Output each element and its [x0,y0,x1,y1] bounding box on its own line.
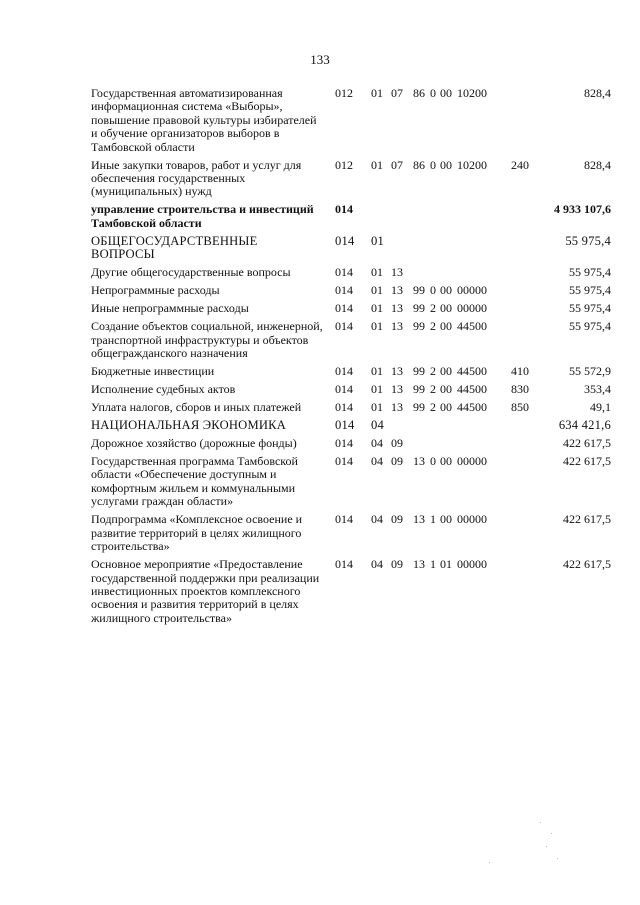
target-code-subprogram: 0 [430,86,436,100]
amount: 828,4 [584,157,611,172]
target-code-program: 99 [413,382,425,397]
expense-type-code: 240 [511,157,529,172]
row-name: Бюджетные инвестиции [91,364,215,379]
target-code-direction: 00000 [457,301,487,316]
ved-code: 014 [335,512,353,527]
table-row [91,87,611,154]
target-code-event: 00 [440,454,452,469]
subsection-code: 07 [391,86,403,100]
row-name: Другие общегосударственные вопросы [91,265,291,280]
subsection-code: 09 [391,557,403,572]
expense-type-code: 850 [511,400,529,415]
section-code: 04 [371,454,383,469]
target-code-direction: 10200 [457,157,487,172]
amount: 4 933 107,6 [554,202,611,217]
target-code-program: 99 [413,400,425,415]
table-row [91,266,611,279]
ved-code: 014 [335,233,355,248]
amount: 422 617,5 [563,557,611,572]
target-code-program: 13 [413,557,425,572]
row-name: Непрограммные расходы [91,283,220,298]
scan-speck [546,846,547,847]
section-code: 01 [371,86,383,100]
section-code: 01 [371,364,383,379]
ved-code: 014 [335,265,353,280]
table-row [91,302,611,315]
table-row [91,513,611,553]
row-name: Государственная автоматизированная информационная система «Выборы», повышение правовой культуры избирателей и обучение организаторов выборов в Тамбовской области [91,86,317,154]
target-code-direction: 00000 [457,512,487,527]
target-code-event: 00 [440,400,452,415]
target-code-direction: 00000 [457,454,487,469]
section-code: 01 [371,233,384,248]
subsection-code: 07 [391,157,403,172]
scan-speck [540,822,541,823]
target-code-direction: 44500 [457,364,487,379]
target-code-event: 00 [440,319,452,334]
target-code-event: 00 [440,382,452,397]
amount: 55 975,4 [569,265,611,280]
table-row [91,401,611,414]
subsection-code: 09 [391,454,403,469]
target-code-event: 00 [440,364,452,379]
amount: 55 975,4 [569,301,611,316]
amount: 55 572,9 [569,364,611,379]
ved-code: 014 [335,301,353,316]
subsection-code: 09 [391,436,403,451]
target-code-program: 86 [413,86,425,100]
row-name: Государственная программа Тамбовской области «Обеспечение доступным и комфортным жильем и коммунальными услугами граждан области» [91,454,298,509]
section-code: 04 [371,557,383,572]
subsection-code: 09 [391,512,403,527]
table-row [91,558,611,625]
target-code-direction: 44500 [457,400,487,415]
target-code-program: 13 [413,454,425,469]
ved-code: 014 [335,283,353,298]
target-code-program: 13 [413,512,425,527]
ved-code: 014 [335,382,353,397]
row-name: Исполнение судебных актов [91,382,236,397]
row-name: Иные непрограммные расходы [91,301,249,316]
target-code-subprogram: 0 [430,157,436,172]
table-row [91,419,611,432]
subsection-code: 13 [391,265,403,280]
ved-code: 014 [335,436,353,451]
ved-code: 014 [335,454,353,469]
ved-code: 014 [335,319,353,334]
amount: 828,4 [584,86,611,100]
target-code-subprogram: 0 [430,283,436,298]
section-code: 01 [371,301,383,316]
amount: 55 975,4 [569,283,611,298]
scan-speck [551,833,552,834]
section-code: 01 [371,157,383,172]
target-code-program: 86 [413,157,425,172]
row-name: Создание объектов социальной, инженерной, транспортной инфраструктуры и объектов общегражданского назначения [91,319,323,361]
target-code-program: 99 [413,364,425,379]
target-code-subprogram: 1 [430,512,436,527]
ved-code: 014 [335,364,353,379]
subsection-code: 13 [391,283,403,298]
row-name: управление строительства и инвестиций Тамбовской области [91,202,314,230]
section-code: 01 [371,319,383,334]
scan-speck [489,862,490,863]
target-code-event: 00 [440,157,452,172]
table-row [91,203,611,230]
section-code: 01 [371,400,383,415]
ved-code: 014 [335,557,353,572]
target-code-direction: 00000 [457,283,487,298]
amount: 49,1 [590,400,611,415]
target-code-subprogram: 2 [430,319,436,334]
ved-code: 012 [335,157,353,172]
ved-code: 014 [335,418,355,433]
ved-code: 014 [335,202,353,217]
target-code-subprogram: 2 [430,382,436,397]
row-name: Подпрограмма «Комплексное освоение и развитие территорий в целях жилищного строительства» [91,512,303,554]
expense-type-code: 410 [511,364,529,379]
target-code-subprogram: 2 [430,301,436,316]
target-code-subprogram: 2 [430,364,436,379]
table-row [91,365,611,378]
target-code-event: 01 [440,557,452,572]
target-code-subprogram: 0 [430,454,436,469]
amount: 353,4 [584,382,611,397]
row-name: НАЦИОНАЛЬНАЯ ЭКОНОМИКА [91,418,287,433]
amount: 422 617,5 [563,436,611,451]
target-code-direction: 44500 [457,319,487,334]
subsection-code: 13 [391,364,403,379]
ved-code: 012 [335,86,353,100]
section-code: 01 [371,265,383,280]
amount: 422 617,5 [563,512,611,527]
row-name: Основное мероприятие «Предоставление государственной поддержки при реализации инвестиционных проектов комплексного освоения и развития территорий в целях жилищного строительства» [91,557,320,625]
section-code: 04 [371,436,383,451]
target-code-program: 99 [413,283,425,298]
section-code: 01 [371,382,383,397]
amount: 422 617,5 [563,454,611,469]
table-row [91,320,611,360]
row-name: Уплата налогов, сборов и иных платежей [91,400,302,415]
target-code-event: 00 [440,301,452,316]
expense-type-code: 830 [511,382,529,397]
target-code-subprogram: 2 [430,400,436,415]
amount: 55 975,4 [565,233,611,248]
amount: 55 975,4 [569,319,611,334]
target-code-subprogram: 1 [430,557,436,572]
page-number: 133 [310,52,330,67]
table-row [91,383,611,396]
section-code: 04 [371,418,384,433]
target-code-program: 99 [413,319,425,334]
target-code-direction: 00000 [457,557,487,572]
row-name: Иные закупки товаров, работ и услуг для обеспечения государственных (муниципальных) нужд [91,157,302,199]
budget-table [91,87,611,630]
table-row [91,455,611,509]
subsection-code: 13 [391,301,403,316]
ved-code: 014 [335,400,353,415]
target-code-direction: 44500 [457,382,487,397]
table-row [91,235,611,262]
target-code-event: 00 [440,86,452,100]
target-code-direction: 10200 [457,86,487,100]
row-name: ОБЩЕГОСУДАРСТВЕННЫЕ ВОПРОСЫ [91,233,258,262]
row-name: Дорожное хозяйство (дорожные фонды) [91,436,297,451]
section-code: 01 [371,283,383,298]
subsection-code: 13 [391,400,403,415]
section-code: 04 [371,512,383,527]
amount: 634 421,6 [558,418,611,433]
subsection-code: 13 [391,382,403,397]
table-row [91,159,611,199]
table-row [91,284,611,297]
scan-speck [557,858,558,859]
table-row [91,437,611,450]
subsection-code: 13 [391,319,403,334]
target-code-event: 00 [440,512,452,527]
target-code-program: 99 [413,301,425,316]
target-code-event: 00 [440,283,452,298]
